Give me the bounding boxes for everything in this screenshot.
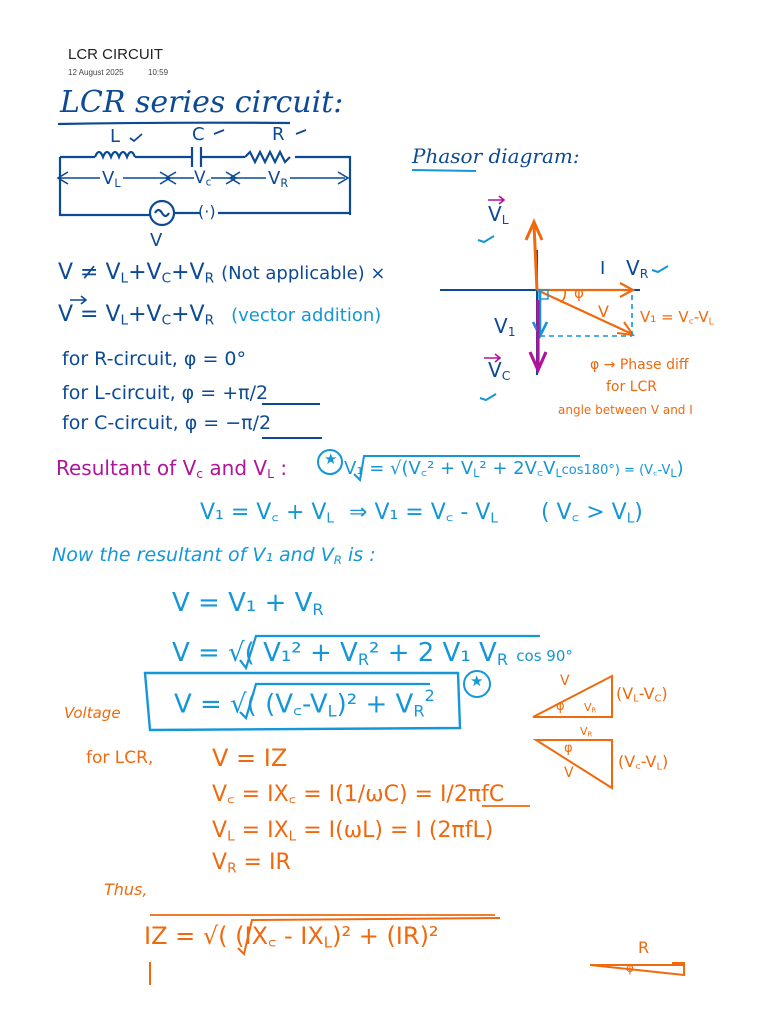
r-circuit-phase: for R-circuit, φ = 0° <box>62 348 246 370</box>
vl-relation: $V_L = IX_L = I(\omega L) = I$ (2πfL) <box>212 818 494 845</box>
note-title: LCR CIRCUIT <box>68 46 164 63</box>
vc-relation: V꜀ = IX꜀ = I(1/ωC) = I/2πfC <box>212 782 505 807</box>
tri3-r: R <box>638 938 650 957</box>
voltage-label: Voltage <box>64 704 121 722</box>
tri1-phi: φ <box>556 699 565 714</box>
thus-label: Thus, <box>104 880 148 899</box>
resultant-line-2: V₁ = V꜀ + $V_L$ ⇒ V₁ = V꜀ - $V_L$ ( V꜀ > $V_L$) <box>200 500 643 527</box>
phasor-label-v1: $V_1$ <box>494 314 516 340</box>
circuit-label-source: V <box>150 230 163 251</box>
tri1-side: $(V_L-V_C)$ <box>616 684 668 705</box>
resultant-label: Resultant of $V_c$ and $V_L$ : <box>56 456 288 482</box>
phasor-label-vc: $V_C$ <box>488 358 511 384</box>
circuit-label-vl: $V_L$ <box>102 168 121 190</box>
circuit-label-vr: $V_R$ <box>268 168 289 190</box>
circuit-label-c: C <box>192 124 205 145</box>
tri1-v: V <box>560 673 570 689</box>
circuit-switch: (·) <box>198 202 216 221</box>
tri2-side: $(V꜀-V_L)$ <box>618 752 669 773</box>
phasor-phi: φ <box>574 284 584 302</box>
phase-note-2: for LCR <box>606 379 658 395</box>
tri1-vr: $V_R$ <box>584 701 597 715</box>
phase-note-3: angle between V and I <box>558 403 693 417</box>
resultant-equation: V₁ = √(V꜀² + $V_L^2$ + $2V꜀V_L\cos 180^\circ$) = $(V꜀-V_L)$ <box>344 458 684 480</box>
phasor-label-i: I <box>600 258 606 279</box>
phasor-label-vl: $V_L$ <box>488 202 509 228</box>
phasor-heading: Phasor diagram: <box>412 144 580 168</box>
tri2-vr: $V_R$ <box>580 725 593 739</box>
iz-equation: IZ = √( (IX꜀ - $IX_L)^2 + (IR)^2$ <box>144 922 439 952</box>
now-resultant: Now the resultant of V₁ and $V_R$ is : <box>52 544 376 567</box>
boxed-formula: V = √( $(V꜀-V_L)^2 + V_R^2$ <box>174 686 435 721</box>
note-time: 10:59 <box>148 68 169 77</box>
circuit-label-l: L <box>110 126 121 147</box>
note-date: 12 August 2025 <box>68 68 124 77</box>
v-equals-iz: V = IZ <box>212 744 288 772</box>
circuit-label-r: R <box>272 124 285 145</box>
tri2-phi: φ <box>564 741 573 756</box>
v-magnitude: V = √( $V_1^2 + V_R^2 + 2$ V₁ $V_R$ cos 90° <box>172 638 573 670</box>
tri2-v: V <box>564 765 574 781</box>
phase-note-1: φ → Phase diff <box>590 357 689 373</box>
eq-vector-addition: $V = V_L+V_C+V_R$ (vector addition) <box>58 302 382 329</box>
eq-not-applicable: $V \ne V_L+V_C+V_R$ (Not applicable) × <box>58 260 386 287</box>
circuit-label-vc: $V_c$ <box>194 168 212 189</box>
section-heading: LCR series circuit: <box>60 85 344 120</box>
vr-relation: $V_R$ = IR <box>212 850 291 877</box>
l-circuit-phase: for L-circuit, φ = +π/2 <box>62 382 269 404</box>
star-2: ★ <box>470 672 484 690</box>
for-lcr-label: for LCR, <box>86 748 154 768</box>
tri3-phi: φ <box>626 961 634 975</box>
phasor-label-vr: $V_R$ <box>626 256 649 282</box>
c-circuit-phase: for C-circuit, φ = −π/2 <box>62 412 272 434</box>
star-1: ★ <box>324 450 338 468</box>
v-vector-sum: $V = V_1 + V_R$ <box>172 588 324 620</box>
phasor-v-label: V <box>598 302 609 321</box>
phasor-v1-eq: $V_1 = V꜀-V_L$ <box>640 308 714 328</box>
